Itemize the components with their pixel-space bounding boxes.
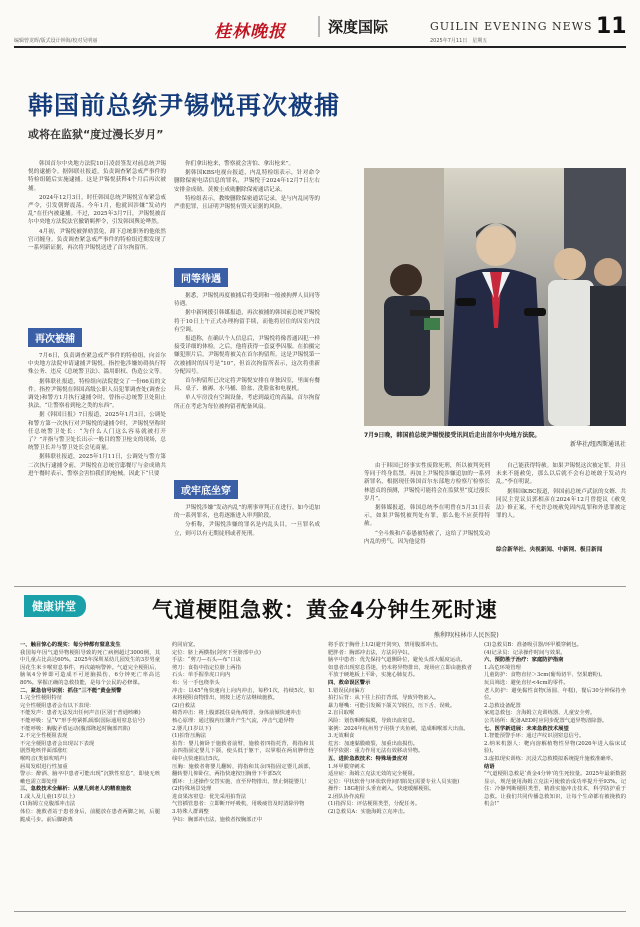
- health-column-1: [20, 642, 160, 824]
- section-heading-life-sentence: 或牢底坐穿: [174, 480, 238, 499]
- health-line: 案例：2024年杭州男子用筷子夹鱼刺，造成咽喉部大出血。: [328, 725, 469, 732]
- health-line: 完全性梗阻患者会有以下表现：: [20, 702, 95, 709]
- article-column-2: [174, 160, 320, 212]
- health-line: 公共场所：配备AED时应同步配置气道异物清除器。: [484, 717, 608, 724]
- health-line: “气道梗阻急救是‘黄金4分钟’的生死较量。2025年最新数据显示，规范使用海姆立克法可使救治成功率提升至93%。记住：冷静判断梗阻类型，精准实施冲击技术，科学防护重于急救。让我们共同传播急救知识，让每个生命都有被挽救的机会!”: [484, 771, 626, 808]
- health-line: 1.环甲膜穿刺术: [328, 763, 365, 770]
- paragraph: 特检组表示，教唆删除保密通话记录，是与内乱同等的严重犯罪，且证明尹锡悦有毁灭证据的风险。: [174, 195, 320, 211]
- photo-caption-text: 7月9日晚，韩国前总统尹锡悦接受讯问后走出首尔中央地方法院。: [364, 432, 541, 439]
- health-line: 2.盲目取喉: [328, 710, 355, 717]
- health-column-3: [328, 642, 472, 817]
- issue-date: 2025年7月11日 星期五: [430, 38, 488, 44]
- health-line: 进食果冻窒息：优先采用拍背法: [172, 793, 247, 800]
- health-column-4: [484, 642, 626, 809]
- health-line: (3)急救员B：准备吸引器/环甲膜穿刺包。: [484, 642, 582, 648]
- health-line: 3.虚拟现实训练：沉浸式急救模拟系统提升施救准确率。: [484, 755, 617, 762]
- health-line: 椅背冲击：将上腹部抵住桌角/椅背，身体前倾快速冲击: [172, 710, 301, 717]
- section-heading-rearrest: 再次被捕: [28, 328, 82, 347]
- health-line: 定位：甲状软骨与环状软骨间凹陷处(需要专业人员实施): [328, 778, 460, 785]
- paragraph: 单人牢房没有空调设备，考虑到最近的高温，首尔拘留所正在考虑为每位被拘留者配备风扇。: [174, 395, 320, 410]
- health-line: 脑卒中患者：优先保持气道侧卧位，避免头部大幅度运动。: [328, 657, 466, 664]
- health-line: 手法：“剪刀—石头—布”口诀: [172, 657, 241, 664]
- health-column-tag: 健康讲堂: [24, 595, 86, 617]
- health-line: 3.无效咽食: [328, 733, 355, 740]
- paragraph: 韩国首尔中央地方法院10日凌晨签发对前总统尹锡悦的逮捕令。据韩联社报道，负责调查紧急戒严事件的特检组随后实施逮捕。这是尹锡悦获释4个月后再次被捕。: [28, 161, 166, 192]
- health-subheading: 四、救命误区警示: [328, 679, 371, 686]
- health-line: 如患者出现窒息昏迷，仍未将异物排出，现场应立即由施救者平放于硬地板上平卧，实施心肺复苏。: [328, 664, 472, 679]
- paragraph: 4月初，尹锡悦被弹劾罢免，卸下总统职务的他依然官司缠身。负责调查紧急戒严事件的特检组近期发现了一系列新证据，再次将尹锡悦送进了首尔拘留所。: [28, 228, 166, 252]
- article-column-1: [28, 160, 166, 253]
- health-headline: 气道梗阻急救：黄金4分钟生死时速: [152, 598, 498, 622]
- health-line: 1.高危环境管理: [484, 664, 521, 671]
- health-line: (4)记录员：记录操作时间与效果。: [484, 649, 566, 656]
- health-line: (2)急救员A：实施海姆立克冲击。: [328, 809, 409, 816]
- health-line: 剧烈呛咳伴面部涨红: [20, 748, 68, 755]
- article-column-2b: [174, 292, 320, 412]
- health-line: 石头：单手握拳虎口向内: [172, 672, 231, 679]
- health-subheading: 五、进阶急救技术：特殊场景应对: [328, 755, 408, 762]
- health-line: (1)拍背压胸法: [172, 733, 206, 740]
- health-line: 1.完全性梗阻特征: [20, 695, 63, 702]
- health-line: 剪刀：食指中指定位脐上两指: [172, 664, 241, 671]
- health-line: 肥胖者：胸部冲击法，方法同孕妇。: [328, 649, 413, 656]
- paragraph: 7月6日，负责调查紧急戒严事件的特检组，向首尔中央地方法院申请逮捕尹锡悦。指控他涉嫌妨碍执行特殊公务、违反《总统警卫法》、滥用职权、伪造公文等。: [28, 353, 166, 376]
- health-line: 2.急救设备配置: [484, 702, 521, 709]
- health-line: 老人防护：避免黏性食物(汤圆、年糕)，餐后30分钟保持坐位。: [484, 687, 626, 702]
- health-line: 2.不完全性梗阻表现: [20, 733, 68, 740]
- health-subheading: 结语: [484, 763, 495, 770]
- health-line: 儿童防护：食物直径＞3cm(葡萄切半、坚果磨粉)。: [484, 672, 606, 679]
- photo-caption: [364, 431, 626, 449]
- article-sources: 综合新华社、央视新闻、中新网、极目新闻: [496, 547, 603, 553]
- health-line: 气管插管患者：立即断开呼吸机，用吸痰管及时清除异物: [172, 801, 305, 808]
- health-line: 拍打后背：从下往上拍打背部，导致异物嵌入。: [328, 695, 440, 702]
- section-title: 深度国际: [318, 16, 388, 37]
- photo-credit: 新华社/纽西斯通讯社: [569, 441, 626, 448]
- paragraph: 你们拿出枪来，警察就会害怕、拿出枪来”。: [185, 161, 295, 167]
- health-line: 3.特殊人群调整: [172, 809, 209, 816]
- article-column-2c: [174, 504, 320, 539]
- article-column-1b: [28, 352, 166, 479]
- health-subheading: 三、急救技术全解析：从婴儿到老人的精准施救: [20, 786, 132, 793]
- health-line: 我国每年因气道异物梗阻导致的死亡病例超过3000例，其中儿童占比高达60%。2025年深圳某幼儿园发生的3岁男童因花生米卡喉窒息事件，再次敲响警钟。气道完全梗阻后，脑氧4分钟即可造成不可逆脑损伤，6分钟死亡率高达80%。掌握正确的急救技能，是每个公民的必修课。: [20, 649, 160, 686]
- health-line: 不完全梗阻患者会出现以下表现: [20, 740, 95, 747]
- health-author: 熊利明(桂林市人民医院): [434, 632, 499, 639]
- health-line: 喉鸣音(类似吹哨声): [20, 755, 67, 762]
- paragraph: 自己能获得特赦。如果尹锡悦这次被定罪，并且未来不能赦免，那么以后就不会有总统敢于发动内乱。”李在明说。: [496, 463, 626, 486]
- paragraph: 据韩联社报道，特检组向法院提交了一份66页的文件。指控尹锡悦在韩国高级公职人员犯罪调查处(调查公调处)和警方1月执行逮捕令时，曾指示总统警卫处阻止执法。“让警察看到枪之类的东西”。: [28, 378, 166, 410]
- health-subheading: 一、触目惊心的现实：每分钟都有窒息发生: [20, 642, 121, 648]
- health-line: 拍背：婴儿俯卧于施救者前臂，施救者四指托背，拇指和其余四指固定婴儿下颌，使头低于躯干，以掌根在两肩胛骨连线中点快速拍击5次。: [172, 740, 314, 762]
- health-line: 2.婴儿(1岁以下): [172, 725, 212, 732]
- paragraph: 据韩媒报道，韩国总统李在明曾在5月31日表示，如果尹锡悦被判处有罪，那么他不应获得特赦。: [364, 505, 490, 528]
- page-number: 11: [596, 14, 627, 39]
- header-rule: [14, 46, 626, 48]
- health-line: 不能呼吸：呈“V”形手势紧抓颈部(国际通用窒息信号): [20, 717, 145, 724]
- health-line: 循环：上述操作交替实施，直至异物排出，禁止倒提婴儿！: [172, 778, 310, 785]
- photo-illustration: [364, 168, 626, 426]
- health-subheading: 六、预防胜于治疗：家庭防护指南: [484, 657, 564, 664]
- health-line: 适应症：海姆立克法无效的完全梗阻。: [328, 771, 419, 778]
- health-line: 不能呼吸：胸腹矛盾运动(腹部隆起时胸部凹陷): [20, 725, 131, 732]
- health-line: 1.成人及儿童(1岁以上): [20, 793, 75, 800]
- newspaper-english-name: GUILIN EVENING NEWS: [430, 20, 593, 33]
- health-line: 约同肩宽。: [172, 642, 199, 648]
- health-line: (2)自救法: [172, 702, 196, 709]
- editor-credits: 编辑曾龙晖/版式设计钟海/校对吴明丽: [14, 38, 98, 44]
- health-line: 操作：18G粗针头垂直刺入，快速缓解梗阻。: [328, 786, 435, 793]
- health-line: 危害：加速黏膜破裂，加重出血损伤。: [328, 740, 419, 747]
- paragraph: 据悉，尹锡悦再度被捕后将受到和一般被拘押人员同等待遇。: [174, 293, 320, 308]
- footer-rule: [14, 911, 626, 912]
- paragraph: 分析称，尹锡悦涉嫌的罪名是内乱头目，一旦罪名成立，则可以有无期徒刑或者死刑。: [174, 522, 320, 537]
- paragraph: 由于韩国已经事实性废除死刑，所以被判死刑等同于终身监禁。再加上尹锡悦涉嫌追加的一系列新罪名，根据现任韩国首尔东部地方检察厅检察长林恩贞的预测，尹锡悦可能将会在监狱里“度过漫长岁月”。: [364, 463, 490, 502]
- health-line: 核心原理：通过腹内压骤升产生气流，冲击气道异物: [172, 717, 294, 724]
- health-line: 不能发声：患者无法发出任何声音(区别于普通咳嗽): [20, 710, 141, 717]
- section-heading-equal-treatment: 同等待遇: [174, 268, 228, 287]
- subheadline: 或将在监狱“度过漫长岁月”: [28, 128, 164, 141]
- paragraph: 据韩国KBS电视台报道，内乱特检组表示，针对命令删除保密电话信息的罪名，尹锡悦于2024年12月7日左右安排金成勋、黄俊圭成勋删除保密通话记录。: [174, 170, 320, 193]
- health-subheading: 七、医学新进展：未来急救技术展望: [484, 725, 569, 732]
- section-divider: [14, 586, 626, 587]
- paragraph: 报道称，在确认个人信息后，尹锡悦将像普通囚犯一样接受详细的体检。之后，他将获得一套夏季囚服。在拍摄完嫌犯照片后，尹锡悦将被关在首尔拘留所。这是尹锡悦第一次被捕时的囚号是“10”，但首次拘留所表示，这次将重新分配囚号。: [174, 336, 320, 375]
- health-line: 2.团队协作流程: [328, 793, 365, 800]
- health-line: 唇周发绀进行性加重: [20, 763, 68, 770]
- paragraph: 尹锡悦涉嫌“发动内乱”的刑事审判正在进行。如今追加的一系列罪名，也将逐渐进入审判阶段。: [174, 505, 320, 520]
- health-line: 家庭急救包：含海姆立克训练器、儿童安全剪。: [484, 710, 596, 717]
- paragraph: 首尔拘留所已决定将尹锡悦安排在单独囚室，里面有餐具、桌子、被褥、水马桶、脸盆、洗脸盆和电视机。: [174, 378, 320, 393]
- paragraph: 据中新网援引韩媒报道，再次被捕的韩国前总统尹锡悦将于10日上午正式办理拘留手续，而他将居住的囚室内没有空调。: [174, 310, 320, 333]
- health-line: 体位：施救者站于患者身后，前腿放在患者两脚之间，后腿跪成弓步。前后脚距离: [20, 809, 160, 823]
- health-line: 1.错误民间偏方: [328, 687, 365, 694]
- health-line: 孕妇：胸部冲击法，施救者按胸部正中: [172, 816, 263, 823]
- paragraph: 2024年12月3日，时任韩国总统尹锡悦宣布紧急戒严令，引发朝野震荡。今年1月，他就因涉嫌“发动内乱”在任内被逮捕。不过，2025年3月7日，尹锡悦被首尔中央地方法院法官撤销羁押令，引发韩国舆论哗然。: [28, 194, 166, 226]
- article-column-4: [496, 462, 626, 521]
- health-line: 2.纳米机器人：靶向溶解植物性异物(2026年进入临床试验)。: [484, 740, 626, 755]
- paragraph: “全斗焕和卢泰愚被特赦了，这给了尹锡悦发动内乱的勇气，因为他觉得: [364, 530, 490, 545]
- article-column-3: [364, 462, 490, 547]
- health-line: (1)指挥员：评估梗阻类型，分配任务。: [328, 801, 421, 808]
- health-line: 冲击：以45°角快速向上向内冲击，每秒1次，持续5次，如未将梗阻食物排出，则按上述方法继续施救。: [172, 687, 314, 702]
- health-line: 定位：脐上两横指(剑突下至脐部中点): [172, 649, 261, 656]
- health-line: 将手放于胸骨上1/2(避开剑突)，禁用腹部冲击。: [328, 642, 442, 648]
- health-line: 风险：划伤咽喉黏膜，导致出血窒息。: [328, 717, 419, 724]
- health-subheading: 二、紧急信号识别：抓住“三不能”黄金预警: [20, 687, 122, 694]
- health-line: 科学依据：重力作用无法有效移动异物。: [328, 748, 424, 755]
- paragraph: 据韩联社报道，2025年1月11日，公调处与警方第二次执行逮捕令前，尹锡悦在总统官邸餐厅与金成勋共进午餐时表示，警察会害怕我们的枪械。因此下“只要: [28, 454, 166, 477]
- health-line: (1)海姆立克腹部冲击法: [20, 801, 76, 808]
- newspaper-logo: 桂林晚报: [214, 22, 286, 42]
- health-line: 暴力掰嘴：可能引发颞下颌关节脱位，压下舌、误吸。: [328, 702, 456, 709]
- paragraph: 据韩国KBC报道，韩国前总统卢武铉的女婿、共同民主党议员郭相彦在2024年12月曾提议《赦免法》修正案，不允许总统赦免因内乱罪和外患罪被定罪的人。: [496, 488, 626, 520]
- health-line: 1.智能预警手环：通过声纹识别窒息信号。: [484, 733, 585, 740]
- news-photo: [364, 168, 626, 426]
- health-line: (2)特殊场景处理: [172, 786, 212, 793]
- health-line: 压胸：施救者将婴儿翻转，拇指和其余四指固定婴儿颈部，翻转婴儿仰卧位，两指快速按压胸骨下半部5次: [172, 763, 314, 778]
- health-line: 玩具筛选：避免直径<4cm的零件。: [484, 679, 569, 686]
- headline: 韩国前总统尹锡悦再次被捕: [28, 91, 341, 120]
- health-line: 警示：醉酒、脑卒中患者可能出现“沉默性窒息”，即使无咳嗽也需立即处理: [20, 771, 160, 785]
- health-line: 布：另一手包绕拳头: [172, 679, 220, 686]
- health-column-2: [172, 642, 314, 824]
- paragraph: 据《韩国日报》7日报道，2025年1月3日，公调处和警方第一次执行对尹锡悦的逮捕令时，尹锡悦坚称时任总统警卫处长：“为什么人门这么容易就被打开了？”并指与警卫处长出示一般目的警卫枪支的现场，总统警卫长并与警卫处长会见商量。: [28, 412, 166, 452]
